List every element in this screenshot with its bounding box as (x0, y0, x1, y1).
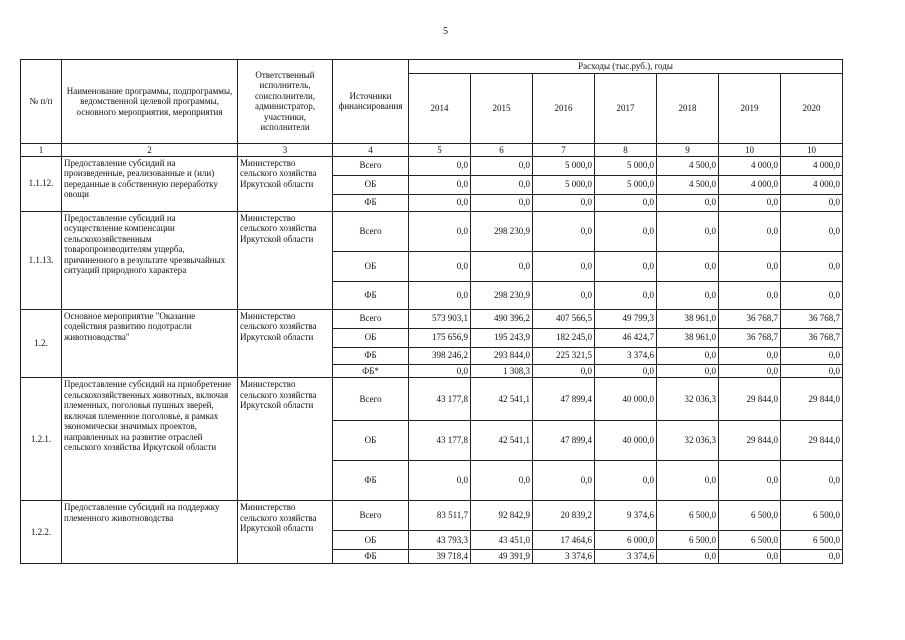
amount-cell: 0,0 (657, 550, 719, 564)
amount-cell: 0,0 (657, 461, 719, 501)
table-row (21, 309, 843, 328)
amount-cell: 4 000,0 (781, 156, 843, 175)
funding-source: ФБ (333, 194, 409, 211)
amount-cell: 0,0 (471, 194, 533, 211)
amount-cell: 0,0 (533, 251, 595, 281)
header-source: Источники финансирования (333, 60, 409, 144)
amount-cell: 0,0 (719, 461, 781, 501)
column-index-cell: 4 (333, 143, 409, 156)
funding-source: ОБ (333, 175, 409, 194)
amount-cell: 0,0 (657, 281, 719, 309)
amount-cell: 43 177,8 (409, 378, 471, 421)
budget-table (20, 59, 843, 564)
amount-cell: 175 656,9 (409, 328, 471, 347)
amount-cell: 36 768,7 (781, 309, 843, 328)
amount-cell: 6 500,0 (719, 501, 781, 531)
amount-cell: 0,0 (409, 281, 471, 309)
amount-cell: 29 844,0 (719, 421, 781, 461)
amount-cell: 0,0 (409, 211, 471, 251)
amount-cell: 0,0 (409, 251, 471, 281)
amount-cell: 0,0 (471, 175, 533, 194)
amount-cell: 0,0 (533, 461, 595, 501)
funding-source: ФБ (333, 461, 409, 501)
amount-cell: 42 541,1 (471, 421, 533, 461)
table-body (21, 60, 843, 564)
amount-cell: 490 396,2 (471, 309, 533, 328)
header-year: 2018 (657, 73, 719, 143)
amount-cell: 0,0 (781, 194, 843, 211)
amount-cell: 5 000,0 (533, 175, 595, 194)
amount-cell: 6 500,0 (657, 531, 719, 550)
funding-source: Всего (333, 501, 409, 531)
amount-cell: 0,0 (781, 550, 843, 564)
activity-name: Предоставление субсидий на приобретение сельскохозяйственных животных, включая племенных, поголовья пушных зверей, включая племенное поголовье, в рамках экономически значимых проектов, направленных на развитие отраслей сельского хозяйства Иркутской области (62, 378, 238, 501)
amount-cell: 6 500,0 (657, 501, 719, 531)
amount-cell: 0,0 (409, 461, 471, 501)
amount-cell: 0,0 (595, 364, 657, 378)
header-num: № п/п (21, 60, 62, 144)
amount-cell: 0,0 (409, 194, 471, 211)
amount-cell: 43 451,0 (471, 531, 533, 550)
amount-cell: 0,0 (471, 156, 533, 175)
amount-cell: 293 844,0 (471, 347, 533, 364)
funding-source: ОБ (333, 328, 409, 347)
amount-cell: 29 844,0 (781, 378, 843, 421)
amount-cell: 195 243,9 (471, 328, 533, 347)
column-index-cell: 3 (238, 143, 333, 156)
amount-cell: 4 000,0 (719, 175, 781, 194)
column-index-cell: 6 (471, 143, 533, 156)
row-number: 1.1.13. (21, 211, 62, 309)
amount-cell: 0,0 (595, 461, 657, 501)
amount-cell: 6 500,0 (781, 501, 843, 531)
row-number: 1.1.12. (21, 156, 62, 211)
amount-cell: 0,0 (533, 364, 595, 378)
amount-cell: 36 768,7 (719, 328, 781, 347)
amount-cell: 9 374,6 (595, 501, 657, 531)
amount-cell: 0,0 (409, 156, 471, 175)
header-responsible: Ответственный исполнитель, соисполнители, администратор, участники, исполнители (238, 60, 333, 144)
header-year: 2015 (471, 73, 533, 143)
amount-cell: 5 000,0 (595, 175, 657, 194)
funding-source: Всего (333, 156, 409, 175)
amount-cell: 0,0 (719, 550, 781, 564)
amount-cell: 0,0 (719, 347, 781, 364)
amount-cell: 0,0 (657, 194, 719, 211)
amount-cell: 17 464,6 (533, 531, 595, 550)
amount-cell: 0,0 (719, 251, 781, 281)
amount-cell: 298 230,9 (471, 281, 533, 309)
amount-cell: 0,0 (471, 251, 533, 281)
responsible-executor: Министерство сельского хозяйства Иркутской области (238, 501, 333, 564)
amount-cell: 0,0 (533, 281, 595, 309)
activity-name: Предоставление субсидий на осуществление компенсации сельскохозяйственным товаропроизводителям ущерба, причиненного в результате чрезвычайных ситуаций природного характера (62, 211, 238, 309)
amount-cell: 225 321,5 (533, 347, 595, 364)
amount-cell: 40 000,0 (595, 378, 657, 421)
activity-name: Предоставление субсидий на поддержку племенного животноводства (62, 501, 238, 564)
amount-cell: 407 566,5 (533, 309, 595, 328)
activity-name: Основное мероприятие "Оказание содействия развитию подотрасли животноводства" (62, 309, 238, 378)
amount-cell: 298 230,9 (471, 211, 533, 251)
column-index-cell: 7 (533, 143, 595, 156)
responsible-executor: Министерство сельского хозяйства Иркутской области (238, 309, 333, 378)
column-index-cell: 2 (62, 143, 238, 156)
amount-cell: 92 842,9 (471, 501, 533, 531)
amount-cell: 4 500,0 (657, 175, 719, 194)
amount-cell: 0,0 (781, 211, 843, 251)
amount-cell: 0,0 (595, 211, 657, 251)
header-name: Наименование программы, подпрограммы, ведомственной целевой программы, основного мероприятия, мероприятия (62, 60, 238, 144)
table-row (21, 378, 843, 421)
funding-source: ОБ (333, 251, 409, 281)
funding-source: ФБ (333, 281, 409, 309)
funding-source: Всего (333, 309, 409, 328)
amount-cell: 0,0 (533, 194, 595, 211)
amount-cell: 4 000,0 (719, 156, 781, 175)
amount-cell: 0,0 (657, 211, 719, 251)
amount-cell: 32 036,3 (657, 421, 719, 461)
amount-cell: 46 424,7 (595, 328, 657, 347)
amount-cell: 47 899,4 (533, 378, 595, 421)
amount-cell: 36 768,7 (781, 328, 843, 347)
funding-source: ФБ (333, 347, 409, 364)
amount-cell: 6 000,0 (595, 531, 657, 550)
amount-cell: 0,0 (533, 211, 595, 251)
amount-cell: 43 793,3 (409, 531, 471, 550)
funding-source: ФБ (333, 550, 409, 564)
funding-source: Всего (333, 378, 409, 421)
header-year: 2019 (719, 73, 781, 143)
amount-cell: 398 246,2 (409, 347, 471, 364)
amount-cell: 38 961,0 (657, 328, 719, 347)
table-row (21, 501, 843, 531)
table-row (21, 211, 843, 251)
funding-source: ОБ (333, 421, 409, 461)
amount-cell: 3 374,6 (533, 550, 595, 564)
header-expenses-title: Расходы (тыс.руб.), годы (409, 60, 843, 74)
amount-cell: 0,0 (719, 281, 781, 309)
header-year: 2016 (533, 73, 595, 143)
header-year: 2017 (595, 73, 657, 143)
index-row (21, 143, 843, 156)
row-number: 1.2. (21, 309, 62, 378)
amount-cell: 49 799,3 (595, 309, 657, 328)
column-index-cell: 9 (657, 143, 719, 156)
amount-cell: 0,0 (781, 364, 843, 378)
amount-cell: 20 839,2 (533, 501, 595, 531)
amount-cell: 6 500,0 (781, 531, 843, 550)
amount-cell: 0,0 (657, 364, 719, 378)
amount-cell: 1 308,3 (471, 364, 533, 378)
amount-cell: 3 374,6 (595, 550, 657, 564)
amount-cell: 4 500,0 (657, 156, 719, 175)
column-index-cell: 5 (409, 143, 471, 156)
amount-cell: 0,0 (781, 461, 843, 501)
column-index-cell: 10 (781, 143, 843, 156)
table-row (21, 156, 843, 175)
funding-source: ФБ* (333, 364, 409, 378)
amount-cell: 39 718,4 (409, 550, 471, 564)
column-index-cell: 10 (719, 143, 781, 156)
amount-cell: 38 961,0 (657, 309, 719, 328)
amount-cell: 0,0 (781, 251, 843, 281)
header-year: 2014 (409, 73, 471, 143)
amount-cell: 0,0 (595, 194, 657, 211)
amount-cell: 47 899,4 (533, 421, 595, 461)
amount-cell: 42 541,1 (471, 378, 533, 421)
responsible-executor: Министерство сельского хозяйства Иркутской области (238, 378, 333, 501)
column-index-cell: 8 (595, 143, 657, 156)
funding-source: Всего (333, 211, 409, 251)
responsible-executor: Министерство сельского хозяйства Иркутской области (238, 211, 333, 309)
amount-cell: 0,0 (657, 251, 719, 281)
amount-cell: 0,0 (657, 347, 719, 364)
amount-cell: 29 844,0 (719, 378, 781, 421)
amount-cell: 573 903,1 (409, 309, 471, 328)
funding-source: ОБ (333, 531, 409, 550)
amount-cell: 29 844,0 (781, 421, 843, 461)
amount-cell: 4 000,0 (781, 175, 843, 194)
amount-cell: 0,0 (409, 175, 471, 194)
amount-cell: 0,0 (719, 211, 781, 251)
responsible-executor: Министерство сельского хозяйства Иркутской области (238, 156, 333, 211)
amount-cell: 6 500,0 (719, 531, 781, 550)
page-number: 5 (443, 26, 448, 37)
amount-cell: 40 000,0 (595, 421, 657, 461)
amount-cell: 32 036,3 (657, 378, 719, 421)
amount-cell: 0,0 (719, 364, 781, 378)
amount-cell: 0,0 (781, 281, 843, 309)
amount-cell: 83 511,7 (409, 501, 471, 531)
row-number: 1.2.1. (21, 378, 62, 501)
amount-cell: 0,0 (595, 281, 657, 309)
amount-cell: 3 374,6 (595, 347, 657, 364)
amount-cell: 5 000,0 (533, 156, 595, 175)
amount-cell: 0,0 (595, 251, 657, 281)
column-index-cell: 1 (21, 143, 62, 156)
amount-cell: 0,0 (781, 347, 843, 364)
amount-cell: 182 245,0 (533, 328, 595, 347)
amount-cell: 0,0 (471, 461, 533, 501)
amount-cell: 43 177,8 (409, 421, 471, 461)
amount-cell: 49 391,9 (471, 550, 533, 564)
amount-cell: 0,0 (409, 364, 471, 378)
amount-cell: 0,0 (719, 194, 781, 211)
row-number: 1.2.2. (21, 501, 62, 564)
amount-cell: 36 768,7 (719, 309, 781, 328)
header-year: 2020 (781, 73, 843, 143)
amount-cell: 5 000,0 (595, 156, 657, 175)
activity-name: Предоставление субсидий на произведенные, реализованные и (или) переданные в собственную переработку овощи (62, 156, 238, 211)
